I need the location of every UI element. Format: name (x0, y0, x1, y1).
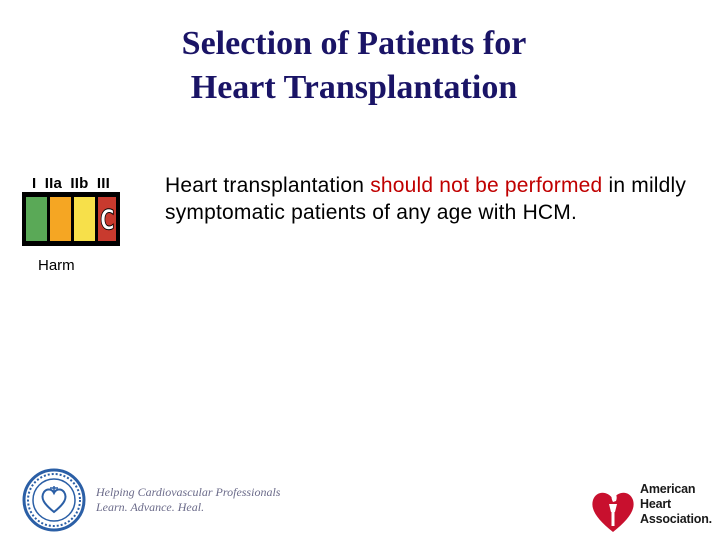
evidence-level: C (99, 202, 115, 236)
acc-tagline-line1: Helping Cardiovascular Professionals (96, 485, 281, 499)
aha-heart-torch-logo (588, 480, 638, 535)
rec-text-before: Heart transplantation (165, 174, 371, 197)
recommendation-text (165, 172, 695, 226)
acc-tagline (96, 485, 280, 515)
class-label-iib: IIb (70, 175, 89, 192)
recommendation-class-box (22, 192, 120, 246)
acc-seal-logo (20, 468, 88, 532)
aha-line3: Association. (640, 512, 712, 526)
acc-tagline-line2: Learn. Advance. Heal. (96, 500, 205, 514)
class-iia-bar (50, 197, 71, 241)
slide-title (0, 22, 708, 110)
rec-highlight: should not be performed (370, 174, 603, 197)
class-label-iia: IIa (44, 175, 63, 192)
class-iii-bar (98, 197, 116, 241)
slide-title-line2: Heart Transplantation (190, 69, 518, 106)
rec-text-after: in mildly symptomatic patients of any age with HCM. (165, 174, 687, 224)
aha-wordmark (640, 482, 712, 527)
class-category: Harm (38, 257, 75, 274)
class-iib-bar (74, 197, 95, 241)
aha-line1: American (640, 482, 696, 496)
aha-line2: Heart (640, 497, 671, 511)
class-label-iii: III (96, 175, 110, 192)
slide-title-line1: Selection of Patients for (181, 25, 527, 62)
class-labels (32, 175, 114, 192)
class-i-bar (26, 197, 47, 241)
class-label-i: I (32, 175, 37, 192)
